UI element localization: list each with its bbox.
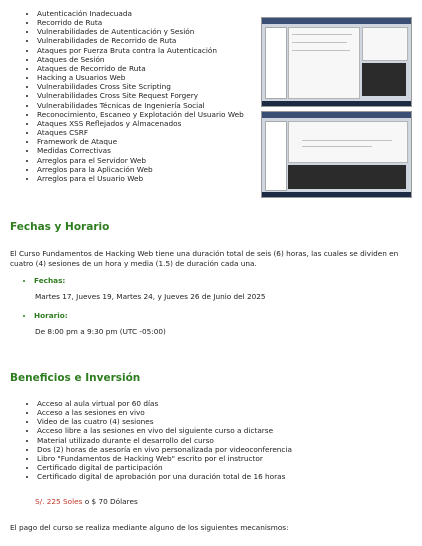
topic-item: • Framework de Ataque: [37, 137, 244, 146]
topic-item: • Medidas Correctivas: [37, 146, 244, 155]
topic-item: • Arreglos para el Servidor Web: [37, 156, 244, 165]
dates-item: [22, 276, 65, 285]
benefit-item: • Dos (2) horas de asesoría en vivo personalizada por videoconferencia: [37, 445, 292, 454]
dates-label: • Fechas:: [34, 276, 65, 285]
topic-item: • Vulnerabilidades Técnicas de Ingeniería Social: [37, 101, 244, 110]
time-value: De 8:00 pm a 9:30 pm (UTC -05:00): [35, 327, 166, 336]
topic-item: • Vulnerabilidades de Autenticación y Sesión: [37, 27, 244, 36]
benefit-item: • Certificado digital de participación: [37, 463, 292, 472]
topic-item: • Reconocimiento, Escaneo y Explotación del Usuario Web: [37, 110, 244, 119]
topic-item: • Vulnerabilidades Cross Site Scripting: [37, 82, 244, 91]
topic-item: • Hacking a Usuarios Web: [37, 73, 244, 82]
payment-intro: El pago del curso se realiza mediante alguno de los siguientes mecanismos:: [10, 523, 289, 532]
schedule-heading: Fechas y Horario: [10, 221, 110, 233]
topic-item: • Ataques por Fuerza Bruta contra la Autenticación: [37, 46, 244, 55]
screenshot-attack-console: [261, 111, 412, 198]
topic-item: • Arreglos para la Aplicación Web: [37, 165, 244, 174]
price: [35, 497, 138, 506]
dates-value: Martes 17, Jueves 19, Martes 24, y Jueves 26 de Junio del 2025: [35, 292, 266, 301]
topic-item: • Recorrido de Ruta: [37, 18, 244, 27]
topic-item: • Ataques de Recorrido de Ruta: [37, 64, 244, 73]
topic-item: • Autenticación Inadecuada: [37, 9, 244, 18]
schedule-intro: El Curso Fundamentos de Hacking Web tiene una duración total de seis (6) horas, las cuales se dividen en cuatro (4) sesiones de un hora y media (1.5) de duración cada una.: [10, 249, 399, 268]
benefit-item: • Material utilizado durante el desarrollo del curso: [37, 436, 292, 445]
time-label: • Horario:: [34, 311, 68, 320]
time-item: [22, 311, 68, 320]
topic-item: • Ataques de Sesión: [37, 55, 244, 64]
price-dollars: o $ 70 Dólares: [82, 497, 138, 506]
price-soles: S/. 225 Soles: [35, 497, 83, 506]
benefit-item: • Libro "Fundamentos de Hacking Web" escrito por el instructor: [37, 454, 292, 463]
benefit-item: • Acceso a las sesiones en vivo: [37, 408, 292, 417]
benefits-list: [22, 399, 292, 481]
benefit-item: • Certificado digital de aprobación por una duración total de 16 horas: [37, 472, 292, 481]
course-topics-list: [22, 9, 244, 183]
screenshot-browser-session: [261, 17, 412, 107]
benefit-item: • Acceso libre a las sesiones en vivo del siguiente curso a dictarse: [37, 426, 292, 435]
topic-item: • Ataques CSRF: [37, 128, 244, 137]
topic-item: • Vulnerabilidades de Recorrido de Ruta: [37, 36, 244, 45]
benefits-heading: Beneficios e Inversión: [10, 372, 141, 384]
topic-item: • Ataques XSS Reflejados y Almacenados: [37, 119, 244, 128]
topic-item: • Vulnerabilidades Cross Site Request Forgery: [37, 91, 244, 100]
benefit-item: • Acceso al aula virtual por 60 días: [37, 399, 292, 408]
benefit-item: • Video de las cuatro (4) sesiones: [37, 417, 292, 426]
topic-item: • Arreglos para el Usuario Web: [37, 174, 244, 183]
